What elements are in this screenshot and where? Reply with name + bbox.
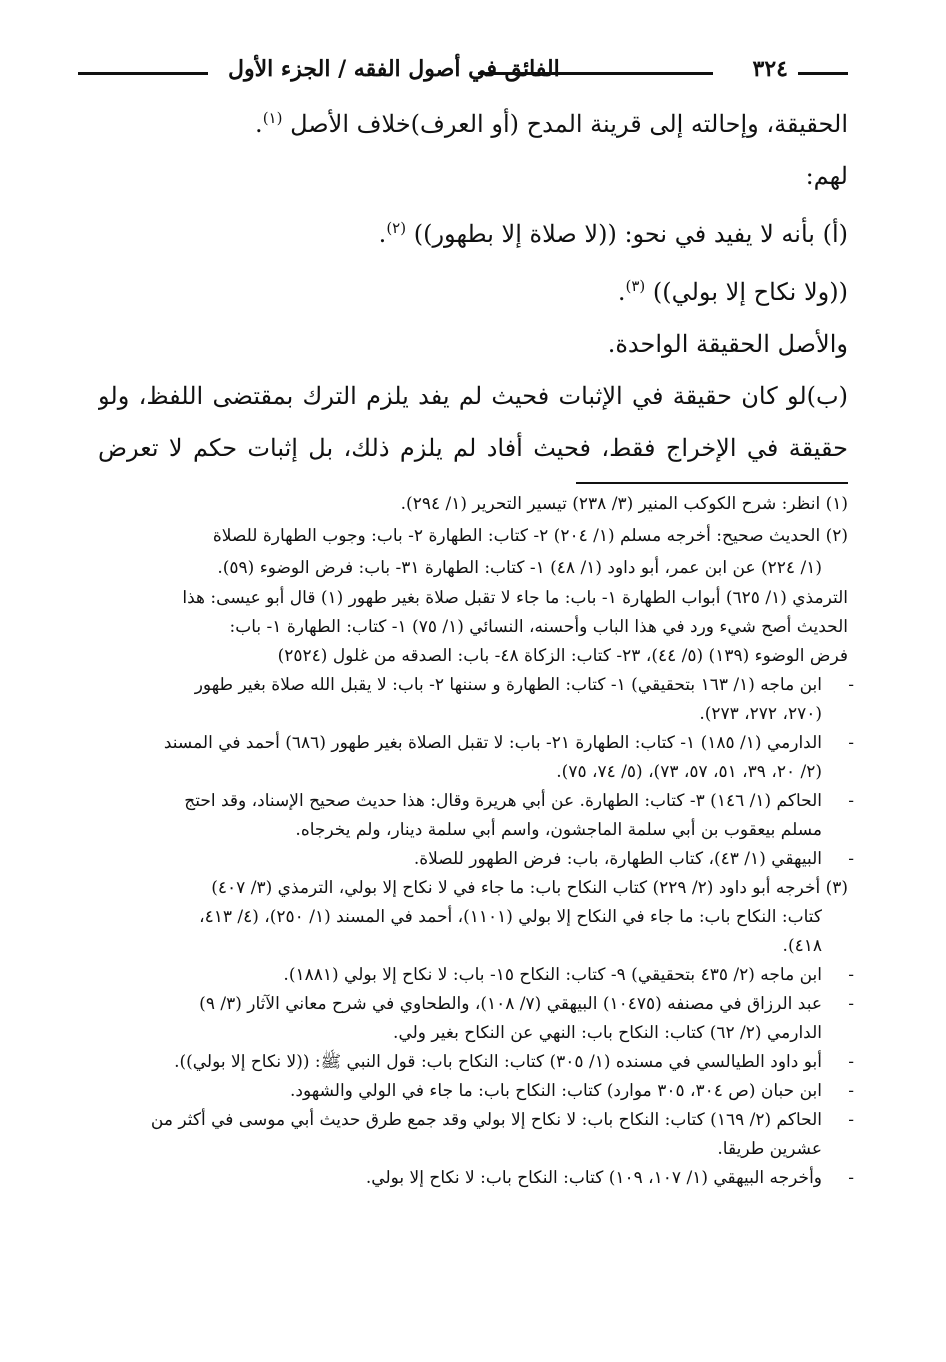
bullet: - (848, 1110, 854, 1130)
text-line: حقيقة في الإخراج فقط، فحيث أفاد لم يلزم ذلك، بل إثبات حكم لا تعرض (98, 434, 848, 462)
footnote-line: (٢/ ٢٠، ٣٩، ٥١، ٥٧، ٧٣)، (٥/ ٧٤، ٧٥). (556, 762, 822, 782)
text-line: والأصل الحقيقة الواحدة. (607, 330, 848, 358)
footnote-line: عشرين طريقا. (717, 1139, 822, 1159)
footnote-line: (١) انظر: شرح الكوكب المنير (٣/ ٢٣٨) تيسير التحرير (١/ ٢٩٤). (400, 494, 848, 514)
footnote-list-item: - عبد الرزاق في مصنفه (١٠٤٧٥) البيهقي (٧/ ١٠٨)، والطحاوي في شرح معاني الآثار (٣/ ٩) (98, 990, 848, 1019)
footnote-line: الحديث أصح شيء ورد في هذا الباب وأحسنه، النسائي (١/ ٧٥) ١- كتاب: الطهارة ١- باب: (229, 617, 848, 637)
bullet: - (848, 1081, 854, 1101)
footnote-list-item: - أبو داود الطيالسي في مسنده (١/ ٣٠٥) كتاب: النكاح باب: قول النبي ﷺ: ((لا نكاح إلا بولي)). (98, 1048, 848, 1077)
header-rule-right (798, 72, 848, 75)
footnote-line: مسلم بيعقوب بن أبي سلمة الماجشون، واسم أبي سلمة دينار، ولم يخرجاه. (295, 820, 822, 840)
bullet: - (848, 791, 854, 811)
bullet: - (848, 1052, 854, 1072)
header-rule-left (78, 72, 208, 75)
footnote-mark: (٢) (386, 219, 407, 237)
page-number: ٣٢٤ (752, 56, 788, 82)
bullet: - (848, 733, 854, 753)
footnote-line: كتاب: النكاح باب: ما جاء في النكاح إلا بولي (١١٠١)، أحمد في المسند (١/ ٢٥٠)، (٤/ ٤١٣، (199, 907, 822, 927)
text-line: لهم: (805, 162, 848, 190)
footnote-separator (576, 482, 848, 484)
bullet: - (848, 675, 854, 695)
footnote-list-item: - البيهقي (١/ ٤٣)، كتاب الطهارة، باب: فرض الطهور للصلاة. (98, 845, 848, 874)
footnote-list-item: - ابن ماجه (١/ ١٦٣ بتحقيقي) ١- كتاب: الطهارة و سننها ٢- باب: لا يقبل الله صلاة بغير طهور (98, 671, 848, 700)
main-text (98, 92, 848, 474)
text-line: ((ولا نكاح إلا بولي)) $^{(٣)}$. (617, 277, 848, 306)
footnote-list-item: - الحاكم (٢/ ١٦٩) كتاب: النكاح باب: لا نكاح إلا بولي وقد جمع طرق حديث أبي موسى في أكثر من (98, 1106, 848, 1135)
footnote-line: الدارمي (٢/ ٦٢) كتاب: النكاح باب: النهي عن النكاح بغير ولي. (393, 1023, 822, 1043)
running-header (78, 56, 848, 92)
footnote-line: فرض الوضوء (١٣٩) (٥/ ٤٤)، ٢٣- كتاب: الزكاة ٤٨- باب: الصدقه من غلول (٢٥٢٤) (277, 646, 848, 666)
footnote-line: الترمذي (١/ ٦٢٥) أبواب الطهارة ١- باب: ما جاء لا تقبل صلاة بغير طهور (١) قال أبو عيسى: هذا (182, 588, 848, 608)
text-line: (أ) بأنه لا يفيد في نحو: ((لا صلاة إلا بطهور)) $^{(٢)}$. (378, 219, 848, 248)
bullet: - (848, 994, 854, 1014)
bullet: - (848, 965, 854, 985)
footnote-line: (٣) أخرجه أبو داود (٢/ ٢٢٩) كتاب النكاح باب: ما جاء في لا نكاح إلا بولي، الترمذي (٣/ ٤٠٧) (211, 878, 848, 898)
bullet: - (848, 849, 854, 869)
bullet: - (848, 1168, 854, 1188)
footnote-list-item: - ابن حبان (ص ٣٠٤، ٣٠٥ موارد) كتاب: النكاح باب: ما جاء في الولي والشهود. (98, 1077, 848, 1106)
text-line: الحقيقة، وإحالته إلى قرينة المدح (أو العرف)خلاف الأصل $^{(١)}$. (255, 109, 848, 138)
footnote-list-item: - الدارمي (١/ ١٨٥) ١- كتاب: الطهارة ٢١- باب: لا تقبل الصلاة بغير طهور (٦٨٦) أحمد في المسند (98, 729, 848, 758)
footnote-line: ٤١٨). (782, 936, 822, 956)
footnote-mark: (٣) (625, 277, 646, 295)
footnote-line: (٢) الحديث صحيح: أخرجه مسلم (١/ ٢٠٤) ٢- كتاب: الطهارة ٢- باب: وجوب الطهارة للصلاة (212, 526, 848, 546)
footnote-list-item: - ابن ماجه (٢/ ٤٣٥ بتحقيقي) ٩- كتاب: النكاح ١٥- باب: لا نكاح إلا بولي (١٨٨١). (98, 961, 848, 990)
footnote-line: (١/ ٢٢٤) عن ابن عمر، أبو داود (١/ ٤٨) ١- كتاب: الطهارة ٣١- باب: فرض الوضوء (٥٩). (217, 558, 822, 578)
footnote-list-item: - وأخرجه البيهقي (١/ ١٠٧، ١٠٩) كتاب: النكاح باب: لا نكاح إلا بولي. (98, 1164, 848, 1193)
footnote-mark: (١) (262, 109, 283, 127)
footnote-line: (٢٧٠، ٢٧٢، ٢٧٣). (699, 704, 822, 724)
footnote-list-item: - الحاكم (١/ ١٤٦) ٣- كتاب: الطهارة. عن أبي هريرة وقال: هذا حديث صحيح الإسناد، وقد احتج (98, 787, 848, 816)
book-title: الفائق في أصول الفقه / الجزء الأول (228, 56, 560, 82)
footnotes (98, 488, 854, 1193)
text-line: (ب)لو كان حقيقة في الإثبات فحيث لم يفد يلزم الترك بمقتضى اللفظ، ولو (98, 382, 848, 410)
